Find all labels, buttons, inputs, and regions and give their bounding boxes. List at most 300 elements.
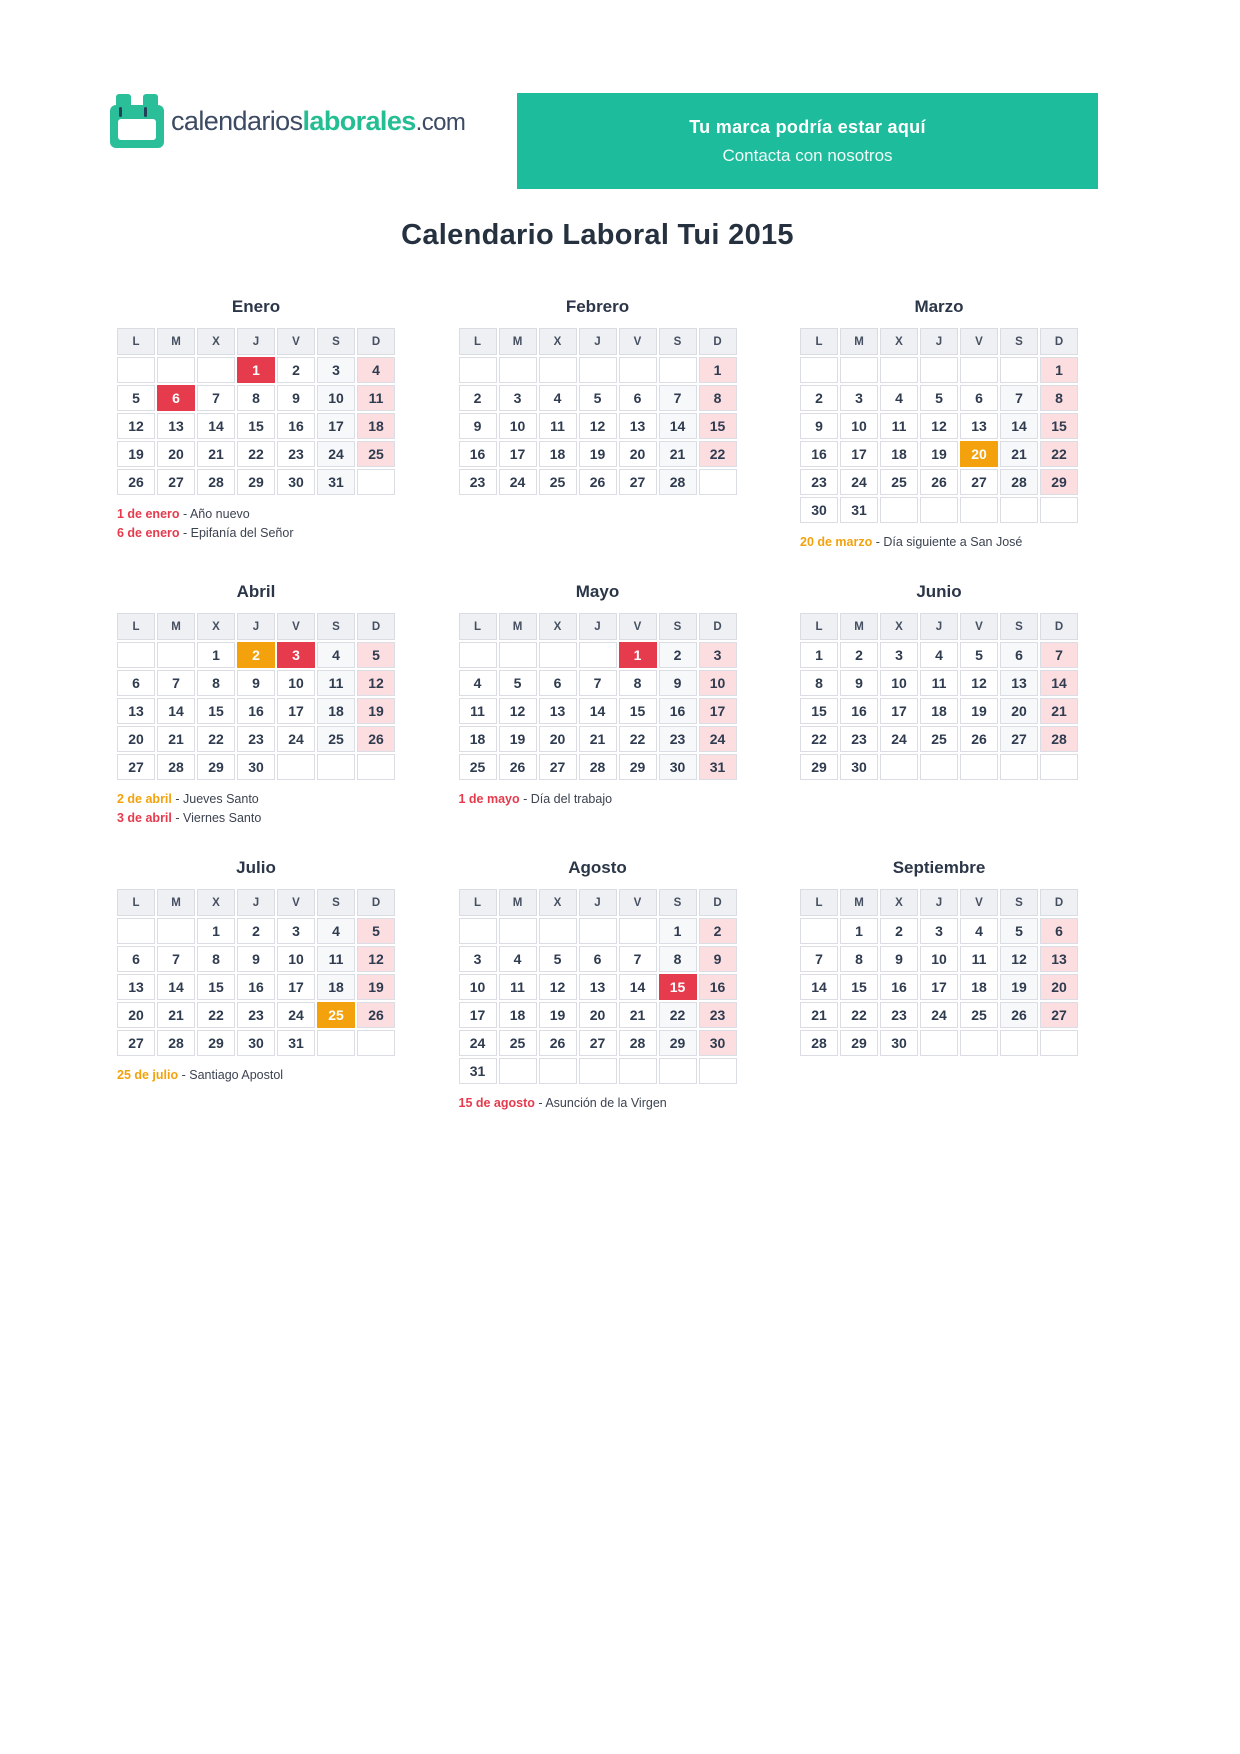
day-cell: 29 xyxy=(197,754,235,780)
day-cell: 5 xyxy=(539,946,577,972)
legend-item: 15 de agosto - Asunción de la Virgen xyxy=(458,1096,667,1110)
day-cell: 11 xyxy=(459,698,497,724)
day-cell: 9 xyxy=(699,946,737,972)
holiday-day-cell: 1 xyxy=(619,642,657,668)
day-cell: 19 xyxy=(357,698,395,724)
empty-cell xyxy=(579,642,617,668)
day-cell: 8 xyxy=(237,385,275,411)
day-cell: 8 xyxy=(659,946,697,972)
day-cell: 23 xyxy=(659,726,697,752)
day-cell: 24 xyxy=(317,441,355,467)
day-cell: 20 xyxy=(619,441,657,467)
calendar-icon-ring xyxy=(144,107,147,117)
day-cell: 30 xyxy=(277,469,315,495)
weekday-header: X xyxy=(880,613,918,640)
empty-cell xyxy=(1000,1030,1038,1056)
day-cell: 30 xyxy=(840,754,878,780)
day-cell: 21 xyxy=(157,726,195,752)
day-cell: 30 xyxy=(659,754,697,780)
day-cell: 19 xyxy=(1000,974,1038,1000)
day-cell: 6 xyxy=(117,670,155,696)
weekday-header: D xyxy=(1040,889,1078,916)
weekday-header: V xyxy=(960,889,998,916)
day-cell: 19 xyxy=(579,441,617,467)
day-cell: 3 xyxy=(840,385,878,411)
day-cell: 16 xyxy=(699,974,737,1000)
day-cell: 5 xyxy=(357,918,395,944)
day-cell: 20 xyxy=(157,441,195,467)
day-cell: 16 xyxy=(459,441,497,467)
legend-date: 15 de agosto xyxy=(458,1096,535,1110)
day-cell: 17 xyxy=(699,698,737,724)
day-cell: 22 xyxy=(1040,441,1078,467)
day-cell: 26 xyxy=(357,1002,395,1028)
empty-cell xyxy=(157,642,195,668)
day-cell: 13 xyxy=(157,413,195,439)
weekday-header: V xyxy=(960,613,998,640)
calendar-logo-icon xyxy=(110,94,164,148)
legend-date: 3 de abril xyxy=(117,811,172,825)
holiday-legend xyxy=(115,507,397,540)
empty-cell xyxy=(920,497,958,523)
day-cell: 15 xyxy=(840,974,878,1000)
month-enero xyxy=(115,297,397,545)
day-cell: 5 xyxy=(117,385,155,411)
day-cell: 6 xyxy=(1040,918,1078,944)
day-cell: 6 xyxy=(1000,642,1038,668)
day-cell: 2 xyxy=(880,918,918,944)
day-cell: 21 xyxy=(659,441,697,467)
month-septiembre xyxy=(798,858,1080,1058)
empty-cell xyxy=(539,1058,577,1084)
day-cell: 28 xyxy=(197,469,235,495)
weekday-header: S xyxy=(317,328,355,355)
day-cell: 18 xyxy=(880,441,918,467)
month-marzo xyxy=(798,297,1080,554)
day-cell: 25 xyxy=(459,754,497,780)
day-cell: 15 xyxy=(197,974,235,1000)
weekday-header: J xyxy=(237,613,275,640)
day-cell: 21 xyxy=(579,726,617,752)
day-cell: 12 xyxy=(920,413,958,439)
day-cell: 5 xyxy=(1000,918,1038,944)
day-cell: 27 xyxy=(1040,1002,1078,1028)
day-cell: 26 xyxy=(539,1030,577,1056)
empty-cell xyxy=(579,918,617,944)
day-cell: 10 xyxy=(920,946,958,972)
day-cell: 22 xyxy=(619,726,657,752)
day-cell: 21 xyxy=(800,1002,838,1028)
day-cell: 23 xyxy=(699,1002,737,1028)
day-cell: 11 xyxy=(880,413,918,439)
day-cell: 19 xyxy=(117,441,155,467)
day-cell: 27 xyxy=(539,754,577,780)
day-cell: 18 xyxy=(459,726,497,752)
day-cell: 27 xyxy=(960,469,998,495)
day-cell: 7 xyxy=(619,946,657,972)
weekday-header: M xyxy=(157,613,195,640)
day-cell: 4 xyxy=(459,670,497,696)
weekday-header: M xyxy=(840,328,878,355)
day-cell: 10 xyxy=(880,670,918,696)
day-cell: 10 xyxy=(277,670,315,696)
weekday-header: D xyxy=(699,889,737,916)
empty-cell xyxy=(539,357,577,383)
day-cell: 8 xyxy=(699,385,737,411)
empty-cell xyxy=(157,918,195,944)
empty-cell xyxy=(459,357,497,383)
weekday-header: S xyxy=(317,613,355,640)
calendar-table-junio xyxy=(798,611,1080,782)
day-cell: 16 xyxy=(800,441,838,467)
day-cell: 9 xyxy=(840,670,878,696)
day-cell: 28 xyxy=(659,469,697,495)
empty-cell xyxy=(659,1058,697,1084)
legend-date: 25 de julio xyxy=(117,1068,179,1082)
day-cell: 17 xyxy=(840,441,878,467)
ad-banner-headline: Tu marca podría estar aquí xyxy=(689,116,926,137)
weekday-header: V xyxy=(619,613,657,640)
day-cell: 23 xyxy=(880,1002,918,1028)
weekday-header: J xyxy=(920,889,958,916)
weekday-header: X xyxy=(539,328,577,355)
month-title: Marzo xyxy=(914,297,964,316)
day-cell: 23 xyxy=(237,1002,275,1028)
day-cell: 13 xyxy=(539,698,577,724)
calendar-icon-page xyxy=(118,119,156,140)
day-cell: 30 xyxy=(800,497,838,523)
month-title: Agosto xyxy=(568,858,627,877)
day-cell: 2 xyxy=(699,918,737,944)
calendar-table-abril xyxy=(115,611,397,782)
day-cell: 3 xyxy=(499,385,537,411)
weekday-header: S xyxy=(317,889,355,916)
month-title: Enero xyxy=(231,297,281,316)
empty-cell xyxy=(157,357,195,383)
empty-cell xyxy=(277,754,315,780)
holiday-day-cell: 15 xyxy=(659,974,697,1000)
weekday-header: M xyxy=(840,889,878,916)
day-cell: 1 xyxy=(699,357,737,383)
day-cell: 20 xyxy=(539,726,577,752)
day-cell: 3 xyxy=(699,642,737,668)
contact-link[interactable]: Contacta con nosotros xyxy=(722,145,893,165)
day-cell: 10 xyxy=(699,670,737,696)
weekday-header: S xyxy=(659,889,697,916)
day-cell: 17 xyxy=(277,974,315,1000)
empty-cell xyxy=(800,357,838,383)
weekday-header: V xyxy=(277,328,315,355)
day-cell: 26 xyxy=(1000,1002,1038,1028)
day-cell: 25 xyxy=(357,441,395,467)
month-febrero xyxy=(457,297,739,497)
day-cell: 14 xyxy=(579,698,617,724)
weekday-header: L xyxy=(117,328,155,355)
calendar-table-mayo xyxy=(457,611,739,782)
empty-cell xyxy=(699,469,737,495)
weekday-header: M xyxy=(157,328,195,355)
day-cell: 13 xyxy=(117,698,155,724)
day-cell: 6 xyxy=(579,946,617,972)
day-cell: 8 xyxy=(197,946,235,972)
weekday-header: X xyxy=(197,889,235,916)
day-cell: 31 xyxy=(277,1030,315,1056)
empty-cell xyxy=(920,357,958,383)
day-cell: 13 xyxy=(579,974,617,1000)
day-cell: 10 xyxy=(277,946,315,972)
holiday-legend xyxy=(798,535,1080,549)
legend-item: 1 de mayo - Día del trabajo xyxy=(458,792,613,806)
day-cell: 27 xyxy=(579,1030,617,1056)
day-cell: 22 xyxy=(840,1002,878,1028)
day-cell: 17 xyxy=(499,441,537,467)
day-cell: 24 xyxy=(880,726,918,752)
day-cell: 15 xyxy=(1040,413,1078,439)
weekday-header: D xyxy=(699,328,737,355)
legend-date: 6 de enero xyxy=(117,526,180,540)
day-cell: 7 xyxy=(157,946,195,972)
day-cell: 13 xyxy=(960,413,998,439)
day-cell: 23 xyxy=(277,441,315,467)
day-cell: 26 xyxy=(579,469,617,495)
day-cell: 12 xyxy=(357,670,395,696)
empty-cell xyxy=(1040,497,1078,523)
weekday-header: S xyxy=(1000,613,1038,640)
day-cell: 18 xyxy=(960,974,998,1000)
day-cell: 18 xyxy=(920,698,958,724)
day-cell: 21 xyxy=(157,1002,195,1028)
day-cell: 19 xyxy=(499,726,537,752)
day-cell: 18 xyxy=(317,974,355,1000)
holiday-day-cell: 25 xyxy=(317,1002,355,1028)
day-cell: 25 xyxy=(317,726,355,752)
day-cell: 27 xyxy=(157,469,195,495)
weekday-header: X xyxy=(539,889,577,916)
day-cell: 26 xyxy=(499,754,537,780)
day-cell: 10 xyxy=(317,385,355,411)
day-cell: 4 xyxy=(357,357,395,383)
day-cell: 30 xyxy=(699,1030,737,1056)
months-grid xyxy=(115,297,1080,1115)
day-cell: 29 xyxy=(1040,469,1078,495)
holiday-legend xyxy=(115,792,397,825)
day-cell: 15 xyxy=(237,413,275,439)
empty-cell xyxy=(880,497,918,523)
day-cell: 28 xyxy=(800,1030,838,1056)
day-cell: 4 xyxy=(317,918,355,944)
day-cell: 2 xyxy=(659,642,697,668)
logo-text-regular: calendarios xyxy=(171,105,303,136)
day-cell: 1 xyxy=(197,918,235,944)
day-cell: 8 xyxy=(800,670,838,696)
weekday-header: M xyxy=(157,889,195,916)
day-cell: 7 xyxy=(157,670,195,696)
day-cell: 17 xyxy=(920,974,958,1000)
day-cell: 5 xyxy=(499,670,537,696)
month-julio xyxy=(115,858,397,1087)
day-cell: 7 xyxy=(800,946,838,972)
empty-cell xyxy=(499,1058,537,1084)
day-cell: 29 xyxy=(659,1030,697,1056)
weekday-header: X xyxy=(880,889,918,916)
day-cell: 23 xyxy=(459,469,497,495)
weekday-header: D xyxy=(357,328,395,355)
empty-cell xyxy=(357,469,395,495)
empty-cell xyxy=(117,357,155,383)
calendar-icon-ring xyxy=(119,107,122,117)
day-cell: 28 xyxy=(579,754,617,780)
empty-cell xyxy=(117,918,155,944)
day-cell: 29 xyxy=(800,754,838,780)
calendar-table-septiembre xyxy=(798,887,1080,1058)
day-cell: 17 xyxy=(277,698,315,724)
day-cell: 5 xyxy=(960,642,998,668)
month-title: Junio xyxy=(916,582,962,601)
day-cell: 24 xyxy=(277,726,315,752)
empty-cell xyxy=(619,357,657,383)
calendar-table-marzo xyxy=(798,326,1080,525)
month-title: Febrero xyxy=(565,297,630,316)
empty-cell xyxy=(960,1030,998,1056)
day-cell: 3 xyxy=(920,918,958,944)
legend-item: 6 de enero - Epifanía del Señor xyxy=(117,526,294,540)
day-cell: 8 xyxy=(197,670,235,696)
empty-cell xyxy=(1040,754,1078,780)
page-title: Calendario Laboral Tui 2015 xyxy=(401,219,794,251)
weekday-header: X xyxy=(197,328,235,355)
day-cell: 10 xyxy=(459,974,497,1000)
day-cell: 3 xyxy=(277,918,315,944)
day-cell: 25 xyxy=(499,1030,537,1056)
empty-cell xyxy=(579,1058,617,1084)
day-cell: 4 xyxy=(880,385,918,411)
day-cell: 26 xyxy=(960,726,998,752)
weekday-header: D xyxy=(699,613,737,640)
day-cell: 11 xyxy=(317,670,355,696)
day-cell: 27 xyxy=(117,754,155,780)
day-cell: 2 xyxy=(237,918,275,944)
day-cell: 4 xyxy=(499,946,537,972)
day-cell: 13 xyxy=(117,974,155,1000)
day-cell: 30 xyxy=(237,1030,275,1056)
day-cell: 25 xyxy=(960,1002,998,1028)
weekday-header: L xyxy=(117,889,155,916)
day-cell: 31 xyxy=(317,469,355,495)
weekday-header: M xyxy=(840,613,878,640)
site-logo-text xyxy=(171,106,465,137)
day-cell: 22 xyxy=(197,726,235,752)
day-cell: 28 xyxy=(1000,469,1038,495)
day-cell: 25 xyxy=(920,726,958,752)
legend-date: 2 de abril xyxy=(117,792,172,806)
day-cell: 19 xyxy=(539,1002,577,1028)
day-cell: 31 xyxy=(840,497,878,523)
day-cell: 16 xyxy=(237,698,275,724)
day-cell: 20 xyxy=(1000,698,1038,724)
day-cell: 26 xyxy=(117,469,155,495)
day-cell: 2 xyxy=(840,642,878,668)
day-cell: 16 xyxy=(659,698,697,724)
day-cell: 24 xyxy=(699,726,737,752)
day-cell: 14 xyxy=(659,413,697,439)
day-cell: 22 xyxy=(699,441,737,467)
day-cell: 11 xyxy=(317,946,355,972)
day-cell: 29 xyxy=(237,469,275,495)
legend-date: 1 de mayo xyxy=(458,792,520,806)
month-title: Julio xyxy=(236,858,276,877)
day-cell: 19 xyxy=(920,441,958,467)
holiday-day-cell: 6 xyxy=(157,385,195,411)
day-cell: 7 xyxy=(579,670,617,696)
empty-cell xyxy=(1000,754,1038,780)
empty-cell xyxy=(357,1030,395,1056)
day-cell: 15 xyxy=(619,698,657,724)
day-cell: 21 xyxy=(197,441,235,467)
weekday-header: S xyxy=(659,328,697,355)
day-cell: 28 xyxy=(157,1030,195,1056)
legend-item: 20 de marzo - Día siguiente a San José xyxy=(800,535,1023,549)
weekday-header: J xyxy=(579,328,617,355)
day-cell: 1 xyxy=(197,642,235,668)
day-cell: 7 xyxy=(659,385,697,411)
day-cell: 27 xyxy=(117,1030,155,1056)
day-cell: 1 xyxy=(659,918,697,944)
ad-banner[interactable] xyxy=(517,93,1098,189)
weekday-header: J xyxy=(237,328,275,355)
day-cell: 19 xyxy=(357,974,395,1000)
day-cell: 27 xyxy=(619,469,657,495)
day-cell: 15 xyxy=(800,698,838,724)
weekday-header: M xyxy=(499,328,537,355)
empty-cell xyxy=(1000,357,1038,383)
day-cell: 17 xyxy=(459,1002,497,1028)
logo-text-tld: .com xyxy=(415,108,466,136)
day-cell: 28 xyxy=(157,754,195,780)
day-cell: 5 xyxy=(357,642,395,668)
day-cell: 11 xyxy=(920,670,958,696)
day-cell: 6 xyxy=(117,946,155,972)
month-title: Mayo xyxy=(575,582,620,601)
weekday-header: M xyxy=(499,613,537,640)
day-cell: 11 xyxy=(357,385,395,411)
legend-date: 20 de marzo xyxy=(800,535,873,549)
legend-item: 25 de julio - Santiago Apostol xyxy=(117,1068,284,1082)
day-cell: 24 xyxy=(920,1002,958,1028)
holiday-legend xyxy=(457,1096,739,1110)
weekday-header: L xyxy=(459,889,497,916)
empty-cell xyxy=(880,357,918,383)
day-cell: 24 xyxy=(459,1030,497,1056)
day-cell: 9 xyxy=(459,413,497,439)
day-cell: 31 xyxy=(459,1058,497,1084)
day-cell: 4 xyxy=(317,642,355,668)
weekday-header: V xyxy=(619,889,657,916)
weekday-header: X xyxy=(197,613,235,640)
site-logo[interactable] xyxy=(110,94,465,148)
day-cell: 14 xyxy=(1000,413,1038,439)
month-abril xyxy=(115,582,397,830)
weekday-header: D xyxy=(357,889,395,916)
day-cell: 31 xyxy=(699,754,737,780)
weekday-header: S xyxy=(1000,328,1038,355)
day-cell: 28 xyxy=(1040,726,1078,752)
day-cell: 2 xyxy=(459,385,497,411)
empty-cell xyxy=(539,918,577,944)
day-cell: 22 xyxy=(197,1002,235,1028)
day-cell: 22 xyxy=(237,441,275,467)
holiday-legend xyxy=(115,1068,397,1082)
day-cell: 3 xyxy=(880,642,918,668)
